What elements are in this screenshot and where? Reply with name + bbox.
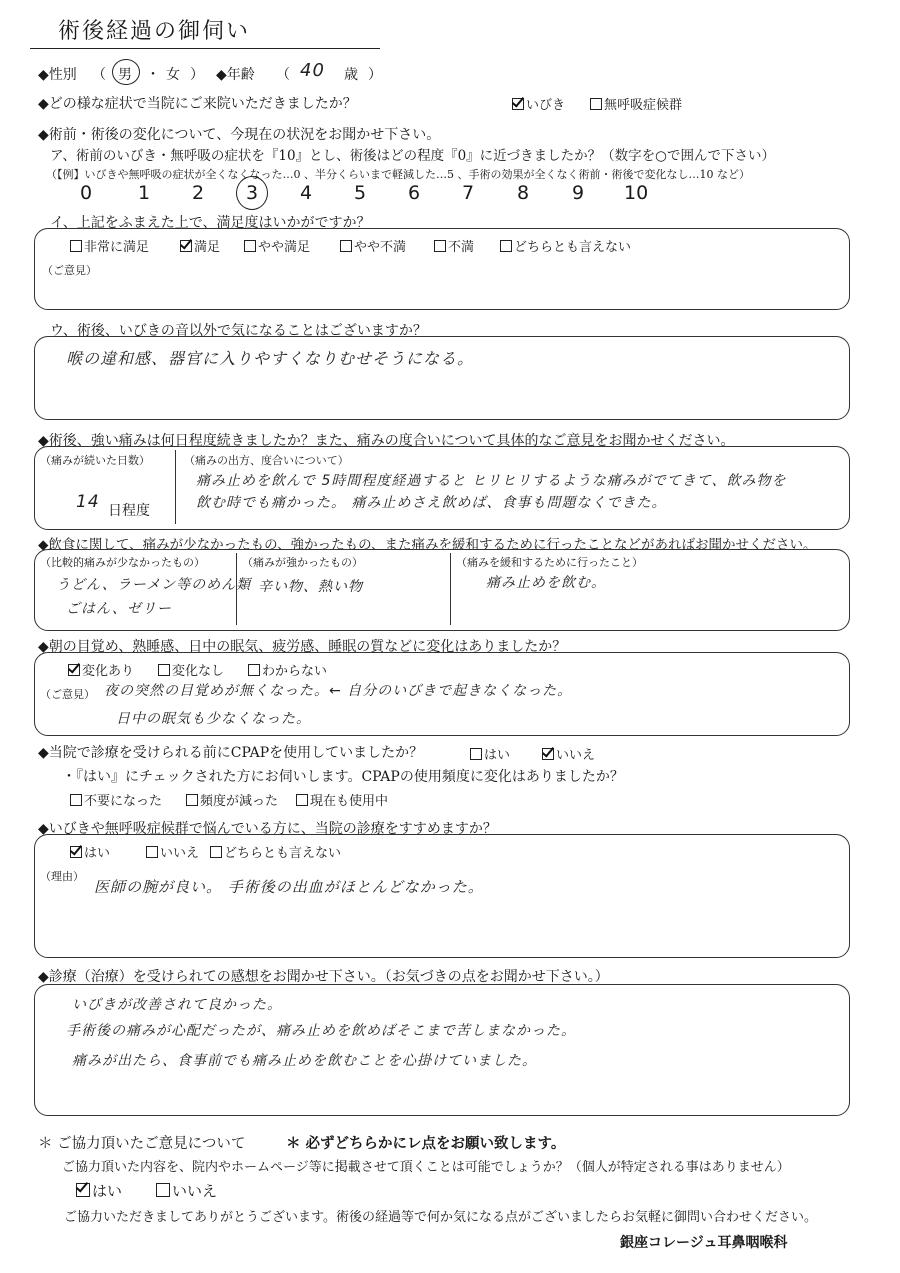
option-label: わからない [262, 664, 328, 679]
checkbox-icon [248, 664, 260, 676]
pain-divider [175, 450, 176, 524]
checkbox-icon [158, 664, 170, 676]
option-label: はい [484, 748, 511, 763]
pain-days-label: （痛みが続いた日数） [40, 454, 150, 467]
morning-option-unknown[interactable] [248, 660, 327, 679]
gender-open: （ [92, 67, 106, 83]
scale-8[interactable]: 8 [517, 182, 530, 204]
age-open: （ [276, 67, 290, 83]
checkbox-icon [76, 1183, 90, 1197]
change-sub-a: ア、術前のいびき・無呼吸の症状を『10』とし、術後はどの程度『0』に近づきましたか？（数字を○で囲んで下さい） [50, 148, 775, 164]
impression-line3[interactable]: 痛みが出たら、食事前でも痛み止めを飲むことを心掛けていました。 [72, 1053, 537, 1069]
title-underline [30, 48, 380, 49]
checkbox-icon [70, 240, 82, 252]
checkbox-icon [180, 240, 192, 252]
checkbox-icon [70, 794, 82, 806]
satisfaction-question: イ、上記をふまえた上で、満足度はいかがですか？ [50, 215, 371, 231]
pain-question: ◆術後、強い痛みは何日程度続きましたか？また、痛みの度合いについて具体的なご意見をお聞かせください。 [38, 433, 735, 449]
morning-question: ◆朝の目覚め、熟睡感、日中の眠気、疲労感、睡眠の質などに変化はありましたか？ [38, 639, 567, 655]
impression-line2[interactable]: 手術後の痛みが心配だったが、痛み止めを飲めばそこまで苦しまなかった。 [66, 1023, 576, 1039]
satisfaction-option-dissatisfied[interactable] [434, 236, 474, 255]
pain-days-value[interactable]: 14 [76, 492, 100, 512]
scale-10[interactable]: 10 [624, 182, 649, 204]
diet-col1-label: （比較的痛みが少なかったもの） [40, 556, 205, 569]
checkbox-icon [70, 846, 82, 858]
diet-col3-answer[interactable]: 痛み止めを飲む。 [486, 575, 606, 591]
clinic-name: 銀座コレージュ耳鼻咽喉科 [620, 1235, 788, 1251]
recommend-option-neutral[interactable] [210, 842, 341, 861]
recommend-reason-label: （理由） [40, 870, 84, 883]
diet-col2-answer[interactable]: 辛い物、熱い物 [258, 579, 363, 595]
checkbox-icon [186, 794, 198, 806]
scale-5[interactable]: 5 [354, 182, 367, 204]
age-unit: 歳 [344, 67, 358, 83]
scale-1[interactable]: 1 [138, 182, 151, 204]
option-label: いいえ [172, 1182, 218, 1200]
satisfaction-option-neutral[interactable] [500, 236, 631, 255]
symptom-option-snoring[interactable] [512, 94, 565, 113]
cpap-option-yes[interactable] [470, 744, 510, 763]
checkbox-icon [296, 794, 308, 806]
gender-female[interactable]: 女 [166, 67, 180, 83]
consent-option-no[interactable] [156, 1180, 217, 1201]
morning-option-no-change[interactable] [158, 660, 224, 679]
option-label: 満足 [194, 240, 221, 255]
option-label: 現在も使用中 [310, 794, 389, 809]
consent-heading-right: ＊ 必ずどちらかにレ点をお願い致します。 [286, 1135, 566, 1152]
change-example: （【例】いびきや無呼吸の症状が全くなくなった…0 、半分くらいまで軽減した…5 、手術の効果が全くなく術前・術後で変化なし…10 など） [46, 168, 750, 181]
option-label: はい [92, 1182, 123, 1200]
concern-question: ウ、術後、いびきの音以外で気になることはございますか？ [50, 323, 427, 339]
satisfaction-option-satisfied[interactable] [180, 236, 220, 255]
pain-detail-line1[interactable]: 痛み止めを飲んで 5時間程度経過すると ヒリヒリするような痛みがでてきて、飲み物を [196, 473, 787, 489]
recommend-option-no[interactable] [146, 842, 199, 861]
checkbox-icon [542, 748, 554, 760]
checkbox-icon [244, 240, 256, 252]
satisfaction-option-somewhat-satisfied[interactable] [244, 236, 310, 255]
cpap-sub-option-unneeded[interactable] [70, 790, 162, 809]
scale-7[interactable]: 7 [462, 182, 475, 204]
checkbox-icon [340, 240, 352, 252]
option-label: いびき [526, 98, 566, 113]
satisfaction-option-somewhat-dissatisfied[interactable] [340, 236, 406, 255]
consent-option-yes[interactable] [76, 1180, 122, 1201]
pain-detail-label: （痛みの出方、度合いについて） [184, 454, 349, 467]
consent-question: ご協力頂いた内容を、院内やホームページ等に掲載させて頂くことは可能でしょうか？（個人が特定される事はありません） [62, 1160, 790, 1175]
checkbox-icon [68, 664, 80, 676]
scale-9[interactable]: 9 [572, 182, 585, 204]
page-title: 術後経過の御伺い [58, 19, 251, 44]
option-label: 変化なし [172, 664, 225, 679]
checkbox-icon [512, 98, 524, 110]
option-label: 頻度が減った [200, 794, 279, 809]
checkbox-icon [156, 1183, 170, 1197]
option-label: はい [84, 846, 111, 861]
option-label: 不満 [448, 240, 475, 255]
scale-selected-circle [236, 176, 268, 210]
option-label: いいえ [160, 846, 200, 861]
recommend-question: ◆いびきや無呼吸症候群で悩んでいる方に、当院の診療をすすめますか？ [38, 821, 497, 837]
cpap-question: ◆当院で診療を受けられる前にCPAPを使用していましたか？ [38, 745, 424, 761]
option-label: 非常に満足 [84, 240, 150, 255]
morning-line2[interactable]: 日中の眠気も少なくなった。 [116, 711, 311, 727]
gender-close: ） [190, 67, 204, 83]
option-label: 無呼吸症候群 [604, 98, 683, 113]
change-question: ◆術前・術後の変化について、今現在の状況をお聞かせ下さい。 [38, 127, 441, 143]
scale-2[interactable]: 2 [192, 182, 205, 204]
satisfaction-opinion-label: （ご意見） [42, 264, 97, 277]
morning-option-changed[interactable] [68, 660, 134, 679]
checkbox-icon [210, 846, 222, 858]
diet-divider-2 [450, 553, 451, 625]
recommend-reason[interactable]: 医師の腕が良い。 手術後の出血がほとんどなかった。 [94, 878, 484, 896]
diet-col1-line2[interactable]: ごはん、ゼリー [66, 601, 172, 617]
cpap-sub-question: ・『はい』にチェックされた方にお伺いします。CPAPの使用頻度に変化はありましたか？ [62, 769, 624, 785]
scale-4[interactable]: 4 [300, 182, 313, 204]
consent-thanks: ご協力いただきましてありがとうございます。術後の経過等で何か気になる点がございましたらお気軽に御問い合わせください。 [64, 1210, 817, 1225]
concern-answer[interactable]: 喉の違和感、器官に入りやすくなりむせそうになる。 [66, 349, 475, 368]
gender-male[interactable]: 男 [118, 67, 132, 83]
checkbox-icon [500, 240, 512, 252]
option-label: 不要になった [84, 794, 163, 809]
scale-6[interactable]: 6 [408, 182, 421, 204]
satisfaction-option-very-satisfied[interactable] [70, 236, 149, 255]
diet-question: ◆飲食に関して、痛みが少なかったもの、強かったもの、また痛みを緩和するために行ったことなどがあればお聞かせください。 [38, 537, 817, 553]
checkbox-icon [470, 748, 482, 760]
impression-question: ◆診療（治療）を受けられての感想をお聞かせ下さい。（お気づきの点をお聞かせ下さい。） [38, 969, 609, 985]
checkbox-icon [146, 846, 158, 858]
diet-col3-label: （痛みを緩和するために行ったこと） [456, 556, 643, 569]
morning-line1[interactable]: 夜の突然の目覚めが無くなった。← 自分のいびきで起きなくなった。 [104, 683, 573, 699]
age-value[interactable]: 40 [300, 60, 325, 81]
symptom-question: ◆どの様な症状で当院にご来院いただきましたか？ [38, 96, 357, 112]
checkbox-icon [434, 240, 446, 252]
diet-col1-line1[interactable]: うどん、ラーメン等のめん類 [56, 577, 252, 593]
cpap-sub-option-reduced[interactable] [186, 790, 278, 809]
gender-label: ◆性別 [38, 67, 77, 83]
option-label: どちらとも言えない [224, 846, 342, 861]
morning-opinion-label: （ご意見） [40, 688, 95, 701]
option-label: 変化あり [82, 664, 135, 679]
option-label: やや満足 [258, 240, 311, 255]
scale-3[interactable]: 3 [246, 182, 259, 204]
checkbox-icon [590, 98, 602, 110]
cpap-sub-option-still-using[interactable] [296, 790, 388, 809]
gender-male-circle [112, 59, 140, 85]
option-label: やや不満 [354, 240, 407, 255]
option-label: どちらとも言えない [514, 240, 632, 255]
diet-col2-label: （痛みが強かったもの） [242, 556, 363, 569]
impression-line1[interactable]: いびきが改善されて良かった。 [72, 997, 282, 1013]
cpap-option-no[interactable] [542, 744, 595, 763]
scale-0[interactable]: 0 [80, 182, 93, 204]
age-close: ） [368, 67, 382, 83]
age-label: ◆年齢 [216, 67, 255, 83]
pain-days-unit: 日程度 [108, 503, 150, 519]
option-label: いいえ [556, 748, 596, 763]
recommend-option-yes[interactable] [70, 842, 110, 861]
consent-heading-left: ＊ ご協力頂いたご意見について [38, 1136, 246, 1152]
pain-detail-line2[interactable]: 飲む時でも痛かった。 痛み止めさえ飲めば、食事も問題なくできた。 [196, 495, 667, 511]
gender-separator: ・ [146, 67, 160, 83]
symptom-option-apnea[interactable] [590, 94, 682, 113]
